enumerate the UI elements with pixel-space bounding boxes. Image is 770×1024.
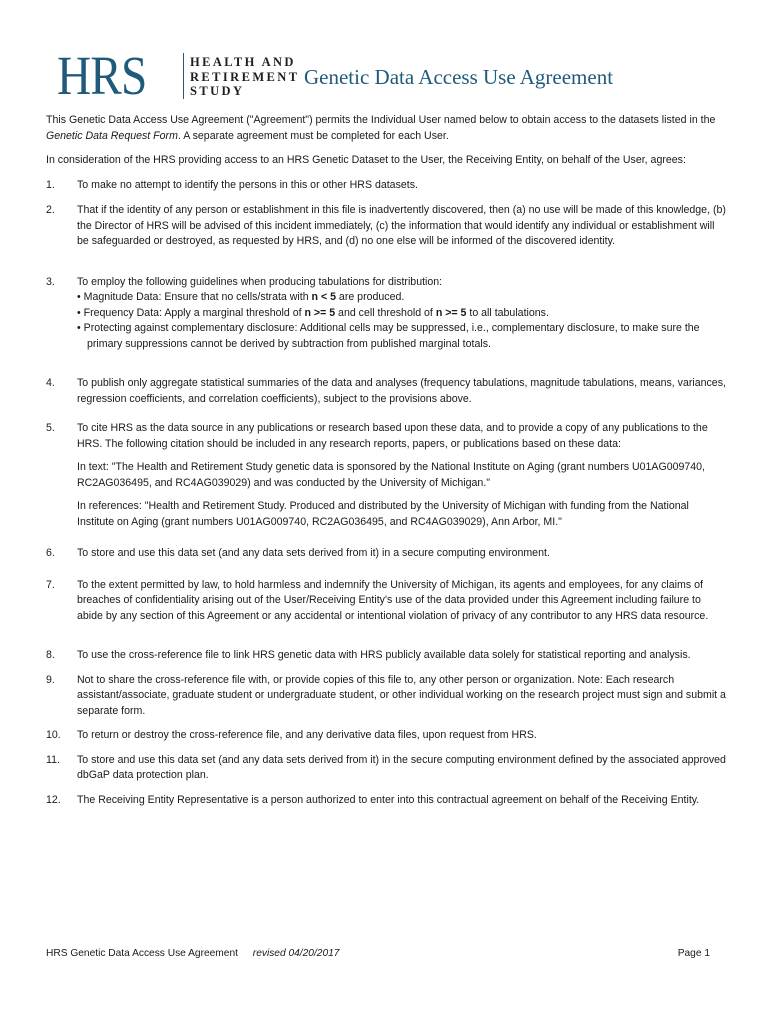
item-number: 8. — [46, 649, 55, 661]
page-footer — [46, 946, 710, 962]
item-number: 7. — [46, 578, 55, 591]
item-text: To return or destroy the cross-reference file, and any derivative data files, upon request from HRS. — [77, 729, 537, 741]
item-text: To publish only aggregate statistical summaries of the data and analyses (frequency tabulations, magnitude tabulations, means, variances, regression coefficients, and correlation coefficients), subject to the provisions above. — [77, 377, 726, 405]
item-text: To store and use this data set (and any data sets derived from it) in a secure computing environment. — [77, 547, 550, 559]
item-text: That if the identity of any person or establishment in this file is inadvertently discovered, then (a) no use will be made of this knowledge, (b) the Director of HRS will be advised of this incident immediately, (c) the information that would identify any individual or establishment will be safeguarded or destroyed, as requested by HRS, and (d) no one else will be informed of the discovered identity. — [77, 204, 726, 247]
intro-paragraph-1: This Genetic Data Access Use Agreement ("Agreement") permits the Individual User named below to obtain access to the datasets listed in the Genetic Data Request Form. A separate agreement must be completed for each User. — [46, 114, 716, 142]
item-number: 2. — [46, 204, 55, 216]
citation-in-references: In references: "Health and Retirement Study. Produced and distributed by the University of Michigan with funding from the National Institute on Aging (grant numbers U01AG009740, RC2AG036495, and RC4AG039029), Ann Arbor, MI." — [77, 500, 689, 528]
footer-page-number: Page 1 — [677, 948, 710, 959]
document-title: Genetic Data Access Use Agreement — [304, 65, 614, 89]
agreement-body — [46, 113, 726, 808]
list-item-9 — [46, 673, 726, 720]
item-text: To store and use this data set (and any data sets derived from it) in the secure computing environment defined by the associated approved dbGaP data protection plan. — [77, 753, 726, 781]
document-header — [57, 45, 707, 106]
item-text: To use the cross-reference file to link HRS genetic data with HRS publicly available data solely for statistical reporting and analysis. — [77, 649, 691, 661]
logo-divider — [183, 53, 184, 99]
item-number: 4. — [46, 377, 55, 389]
list-item-11 — [46, 753, 726, 784]
item-number: 12. — [46, 793, 61, 806]
item-text: To make no attempt to identify the persons in this or other HRS datasets. — [77, 178, 418, 191]
footer-revision-date: revised 04/20/2017 — [252, 948, 340, 959]
intro-paragraph-2: In consideration of the HRS providing access to an HRS Genetic Dataset to the User, the Receiving Entity, on behalf of the User, agrees: — [46, 154, 686, 166]
list-item-3 — [46, 275, 726, 353]
item-text: To the extent permitted by law, to hold harmless and indemnify the University of Michigan, its agents and employees, for any claims of breaches of confidentiality arising out of the User/Receiving Entity's use of the data provided under this Agreement including failure to abide by any section of this Agreement or any accidental or intentional violation of privacy of any contributor to any HRS data resource. — [77, 578, 709, 622]
list-item-8 — [46, 648, 726, 664]
request-form-name: Genetic Data Request Form — [46, 129, 178, 142]
guideline-magnitude: • Magnitude Data: Ensure that no cells/strata with n < 5 are produced. — [77, 291, 405, 303]
list-item-10 — [46, 728, 726, 744]
list-item-12 — [46, 793, 726, 809]
logo-line-2: RETIREMENT — [190, 69, 300, 84]
list-item-6 — [46, 546, 726, 562]
item-text: The Receiving Entity Representative is a person authorized to enter into this contractual agreement on behalf of the Receiving Entity. — [77, 793, 700, 806]
item-number: 1. — [46, 178, 55, 191]
guideline-complementary: • Protecting against complementary disclosure: Additional cells may be suppressed, i.e., complementary disclosure, to make sure the primary suppressions cannot be derived by subtraction from published marginal totals. — [77, 322, 700, 350]
footer-document-name: HRS Genetic Data Access Use Agreement — [46, 948, 238, 959]
item-number: 6. — [46, 547, 55, 559]
logo-line-1: HEALTH AND — [190, 55, 296, 69]
hrs-logo: HRS — [57, 45, 147, 106]
item-text: To cite HRS as the data source in any publications or research based upon these data, and to provide a copy of any publications to the HRS. The following citation should be included in any research reports, papers, or publications based on these data: — [77, 422, 708, 450]
item-text: Not to share the cross-reference file with, or provide copies of this file to, any other person or organization. Note: Each research assistant/associate, graduate student or undergraduate student, or other individual working on the research project must sign and submit a separate form. — [77, 673, 726, 717]
list-item-4 — [46, 376, 726, 407]
list-item-2 — [46, 203, 726, 250]
item-number: 10. — [46, 729, 61, 741]
item-number: 11. — [46, 753, 60, 766]
citation-in-text: In text: "The Health and Retirement Study genetic data is sponsored by the National Institute on Aging (grant numbers U01AG009740, RC2AG036495, and RC4AG039029) and was conducted by the University of Michigan." — [77, 461, 705, 489]
item-number: 5. — [46, 422, 55, 434]
list-item-5 — [46, 421, 726, 530]
item-number: 9. — [46, 673, 55, 686]
item-text: To employ the following guidelines when producing tabulations for distribution: — [77, 275, 443, 288]
item-number: 3. — [46, 275, 55, 288]
list-item-1 — [46, 178, 726, 194]
list-item-7 — [46, 578, 726, 625]
guideline-frequency: • Frequency Data: Apply a marginal threshold of n >= 5 and cell threshold of n >= 5 to all tabulations. — [77, 306, 549, 319]
logo-subtitle — [190, 55, 299, 99]
logo-line-3: STUDY — [190, 84, 245, 98]
